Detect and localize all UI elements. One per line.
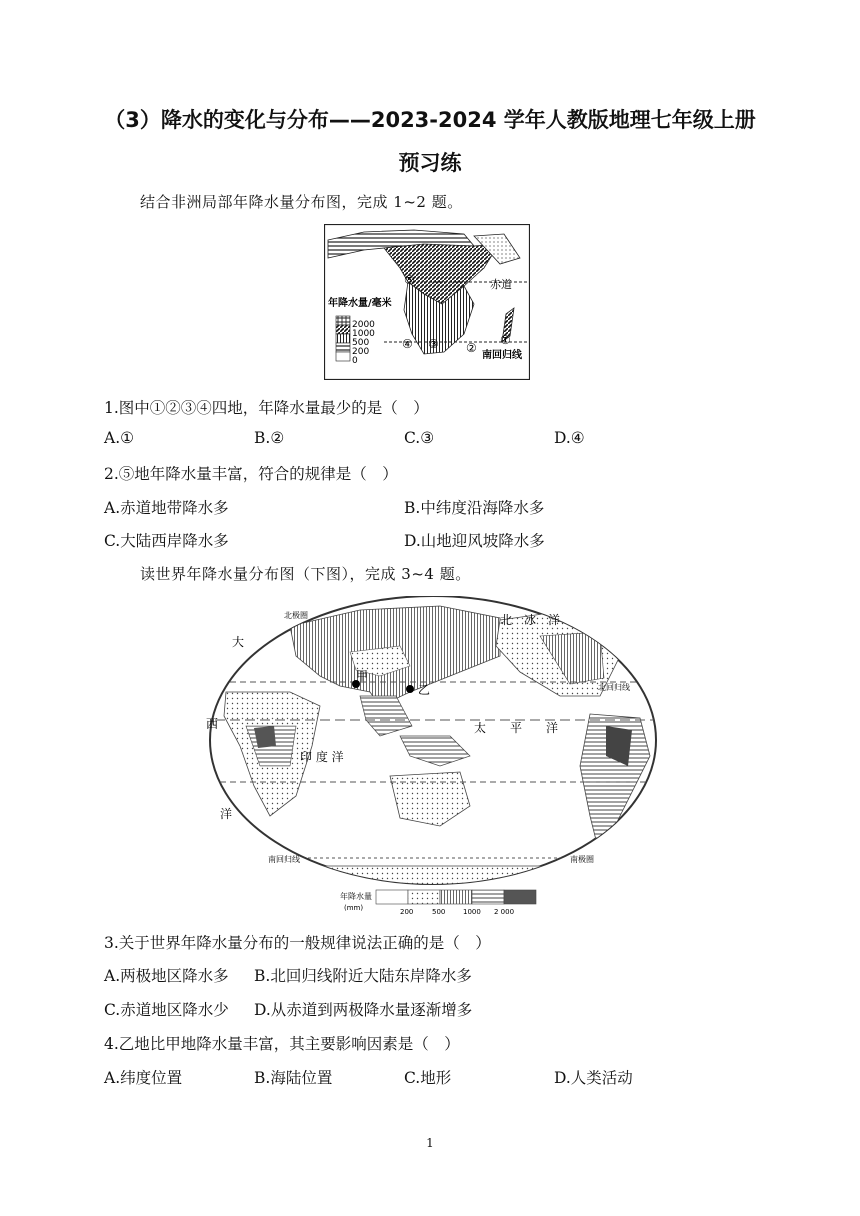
tropic-label: 南回归线 <box>482 350 522 361</box>
africa-precipitation-map <box>324 224 530 380</box>
question-3-option-d: D.从赤道到两极降水量逐渐增多 <box>254 1001 473 1019</box>
question-3-option-c: C.赤道地区降水少 <box>104 1001 229 1019</box>
question-1-option-a: A.① <box>104 429 135 447</box>
intro-africa: 结合非洲局部年降水量分布图，完成 1~2 题。 <box>140 193 463 211</box>
world-legend-swatch <box>408 890 440 904</box>
label-jia: 甲 <box>356 669 369 683</box>
question-3-option-b: B.北回归线附近大陆东岸降水多 <box>254 967 472 985</box>
label-atlantic-3: 洋 <box>220 807 233 821</box>
world-legend-value: 1000 <box>463 908 481 916</box>
marker-3: ③ <box>428 337 439 351</box>
legend-swatch-1000 <box>336 325 350 334</box>
legend-swatch-2000 <box>336 316 350 325</box>
label-antarctic-circle: 南极圈 <box>570 855 594 864</box>
legend-value: 500 <box>352 338 370 348</box>
question-3-stem: 3.关于世界年降水量分布的一般规律说法正确的是（ ） <box>104 934 491 952</box>
world-legend-value: 500 <box>432 908 446 916</box>
label-arctic-ocean: 北 冰 洋 <box>500 613 561 627</box>
question-4-option-a: A.纬度位置 <box>104 1069 183 1087</box>
question-2-option-c: C.大陆西岸降水多 <box>104 532 229 550</box>
question-4-stem: 4.乙地比甲地降水量丰富，其主要影响因素是（ ） <box>104 1035 460 1053</box>
question-2-stem: 2.⑤地年降水量丰富，符合的规律是（ ） <box>104 465 398 483</box>
question-1-stem: 1.图中①②③④四地，年降水量最少的是（ ） <box>104 399 429 417</box>
world-legend-swatch <box>376 890 408 904</box>
marker-5: ⑤ <box>404 273 415 287</box>
question-2-option-a: A.赤道地带降水多 <box>104 499 229 517</box>
legend-swatch-200 <box>336 343 350 352</box>
question-4-option-d: D.人类活动 <box>554 1069 633 1087</box>
world-legend-swatch <box>504 890 536 904</box>
question-1-option-c: C.③ <box>404 429 435 447</box>
marker-4: ④ <box>402 337 413 351</box>
africa-legend-title: 年降水量/毫米 <box>328 298 392 309</box>
world-legend-value: 200 <box>400 908 414 916</box>
legend-value: 2000 <box>352 320 375 330</box>
world-legend-swatch <box>440 890 472 904</box>
legend-value: 1000 <box>352 329 375 339</box>
label-atlantic-2: 西 <box>206 717 219 731</box>
equator-label: 赤道 <box>490 278 512 291</box>
point-yi <box>406 685 414 693</box>
page-number: 1 <box>426 1136 434 1150</box>
marker-2: ② <box>466 341 477 355</box>
world-legend-unit: (mm) <box>344 904 364 912</box>
world-legend-swatch <box>472 890 504 904</box>
label-yi: 乙 <box>418 683 431 697</box>
label-tropic-of-cancer: 北回归线 <box>598 683 630 692</box>
question-4-option-b: B.海陆位置 <box>254 1069 333 1087</box>
title-line-1: （3）降水的变化与分布——2023-2024 学年人教版地理七年级上册 <box>104 108 756 132</box>
label-arctic-circle: 北极圈 <box>284 611 308 620</box>
legend-swatch-0 <box>336 352 350 361</box>
legend-swatch-500 <box>336 334 350 343</box>
label-tropic-of-capricorn: 南回归线 <box>268 855 300 864</box>
question-1-option-b: B.② <box>254 429 285 447</box>
label-pacific-ocean: 太 平 洋 <box>474 721 559 735</box>
legend-value: 200 <box>352 347 370 357</box>
question-2-option-d: D.山地迎风坡降水多 <box>404 532 545 550</box>
label-indian-ocean: 印 度 洋 <box>300 750 344 764</box>
question-1-option-d: D.④ <box>554 429 585 447</box>
marker-1: ① <box>500 333 511 347</box>
label-atlantic-1: 大 <box>232 635 245 649</box>
question-3-option-a: A.两极地区降水多 <box>104 967 229 985</box>
intro-world: 读世界年降水量分布图（下图），完成 3~4 题。 <box>140 565 471 583</box>
question-2-option-b: B.中纬度沿海降水多 <box>404 499 545 517</box>
world-legend-value: 2 000 <box>494 908 515 916</box>
world-legend-title: 年降水量 <box>340 892 372 901</box>
question-4-option-c: C.地形 <box>404 1069 452 1087</box>
legend-value: 0 <box>352 356 358 366</box>
title-line-2: 预习练 <box>398 151 462 175</box>
world-precipitation-map <box>200 596 666 918</box>
